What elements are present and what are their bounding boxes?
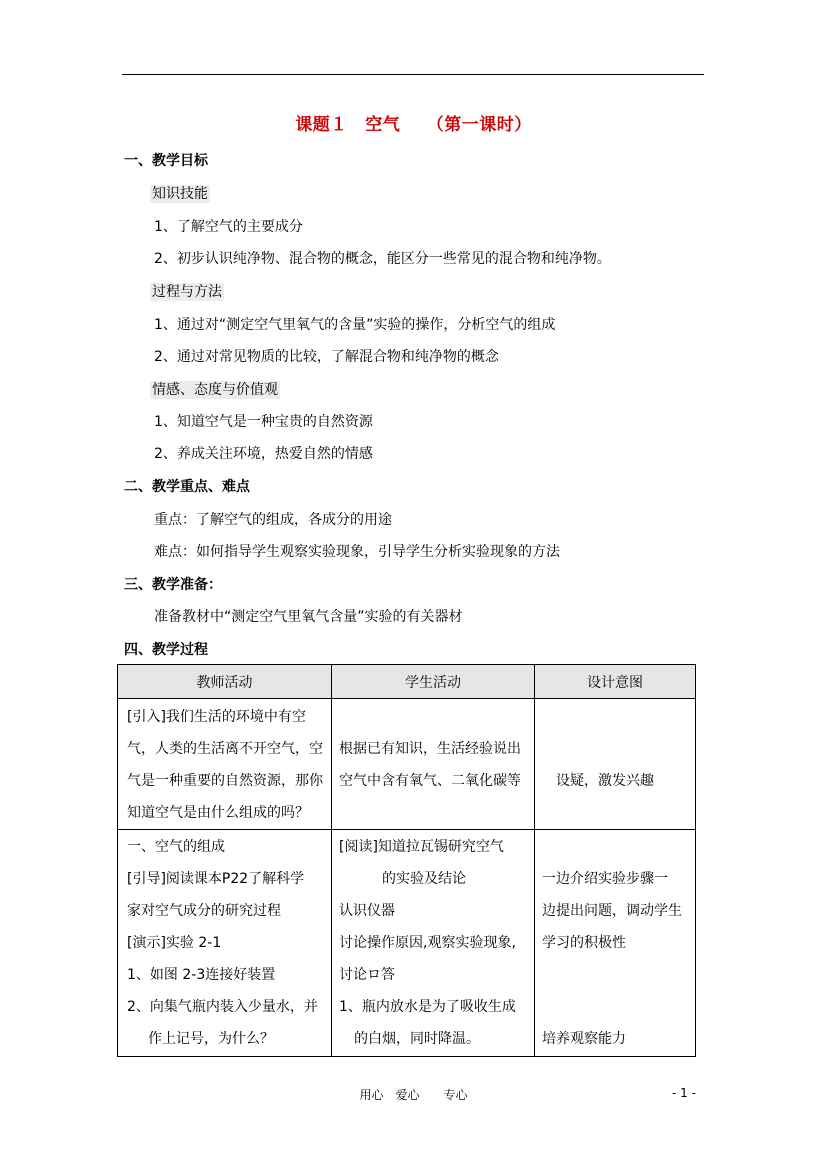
teaching-process-table: [117, 664, 696, 1057]
knowledge-item-2: 2、初步认识纯净物、混合物的概念，能区分一些常见的混合物和纯净物。: [154, 251, 611, 267]
section-teaching-goals: 一、教学目标: [124, 153, 208, 169]
row2-student-line: 的实验及结论: [382, 871, 466, 887]
row2-teacher-line: 一、空气的组成: [127, 839, 225, 855]
emotion-values-label: 情感、态度与价值观: [152, 382, 278, 398]
row2-intent-line: 学习的积极性: [542, 935, 626, 951]
section-preparation: 三、教学准备：: [124, 577, 222, 593]
table-row: [118, 699, 696, 830]
process-method-label: 过程与方法: [152, 284, 222, 300]
preparation-text: 准备教材中“测定空气里氧气含量”实验的有关器材: [154, 609, 463, 625]
footer-motto: 用心 爱心 专心: [359, 1088, 468, 1102]
section-key-points: 二、教学重点、难点: [124, 479, 250, 495]
row2-student-line: 认识仪器: [339, 903, 395, 919]
key-focus: 重点：了解空气的组成，各成分的用途: [154, 512, 392, 528]
row1-intent-text: 设疑，激发兴趣: [556, 773, 654, 789]
row2-intent-line: 一边介绍实验步骤一: [542, 871, 668, 887]
header-design-intent: 设计意图: [535, 665, 696, 699]
row2-teacher-line: 1、如图 2-3连接好装置: [127, 967, 276, 983]
row2-student-line: 1、瓶内放水是为了吸收生成: [339, 999, 516, 1015]
emotion-item-2: 2、养成关注环境，热爱自然的情感: [154, 446, 373, 462]
header-student-activity: 学生活动: [332, 665, 535, 699]
row2-teacher-line: 家对空气成分的研究过程: [127, 903, 281, 919]
row1-teacher-line: 气是一种重要的自然资源，那你: [127, 773, 323, 789]
method-item-1: 1、通过对“测定空气里氧气的含量”实验的操作，分析空气的组成: [154, 317, 556, 333]
emotion-item-1: 1、知道空气是一种宝贵的自然资源: [154, 414, 373, 430]
knowledge-skills-label: 知识技能: [152, 186, 208, 202]
header-rule: [122, 74, 704, 75]
row1-teacher-line: 知道空气是由什么组成的吗？: [127, 805, 309, 821]
row1-student-line: 根据已有知识，生活经验说出: [339, 741, 521, 757]
row2-teacher-line: [引导]阅读课本P22了解科学: [127, 871, 305, 887]
row2-student-line: 的白烟，同时降温。: [354, 1031, 480, 1047]
table-header-row: [118, 665, 696, 699]
lesson-title: 课题１ 空气 （第一课时）: [295, 115, 532, 135]
row2-student-line: [阅读]知道拉瓦锡研究空气: [339, 839, 504, 855]
table-row: [118, 830, 696, 1057]
row2-teacher-line: 作上记号，为什么？: [148, 1031, 274, 1047]
row2-student-line: 讨论ロ答: [339, 967, 395, 983]
row1-teacher-line: [引入]我们生活的环境中有空: [127, 709, 306, 725]
header-teacher-activity: 教师活动: [118, 665, 332, 699]
row1-teacher-line: 气，人类的生活离不开空气，空: [127, 741, 323, 757]
knowledge-item-1: 1、了解空气的主要成分: [154, 219, 303, 235]
row2-teacher-line: [演示]实验 2-1: [127, 935, 222, 951]
method-item-2: 2、通过对常见物质的比较，了解混合物和纯净物的概念: [154, 349, 499, 365]
row2-teacher-line: 2、向集气瓶内装入少量水，并: [127, 999, 318, 1015]
key-difficulty: 难点：如何指导学生观察实验现象，引导学生分析实验现象的方法: [154, 544, 560, 560]
row2-intent-line: 培养观察能力: [542, 1031, 626, 1047]
page-number: - 1 -: [672, 1086, 696, 1100]
row2-intent-line: 边提出问题，调动学生: [542, 903, 682, 919]
row1-student-line: 空气中含有氧气、二氧化碳等: [339, 773, 521, 789]
section-teaching-process: 四、教学过程: [124, 642, 208, 658]
row2-student-line: 讨论操作原因,观察实验现象,: [339, 935, 516, 951]
